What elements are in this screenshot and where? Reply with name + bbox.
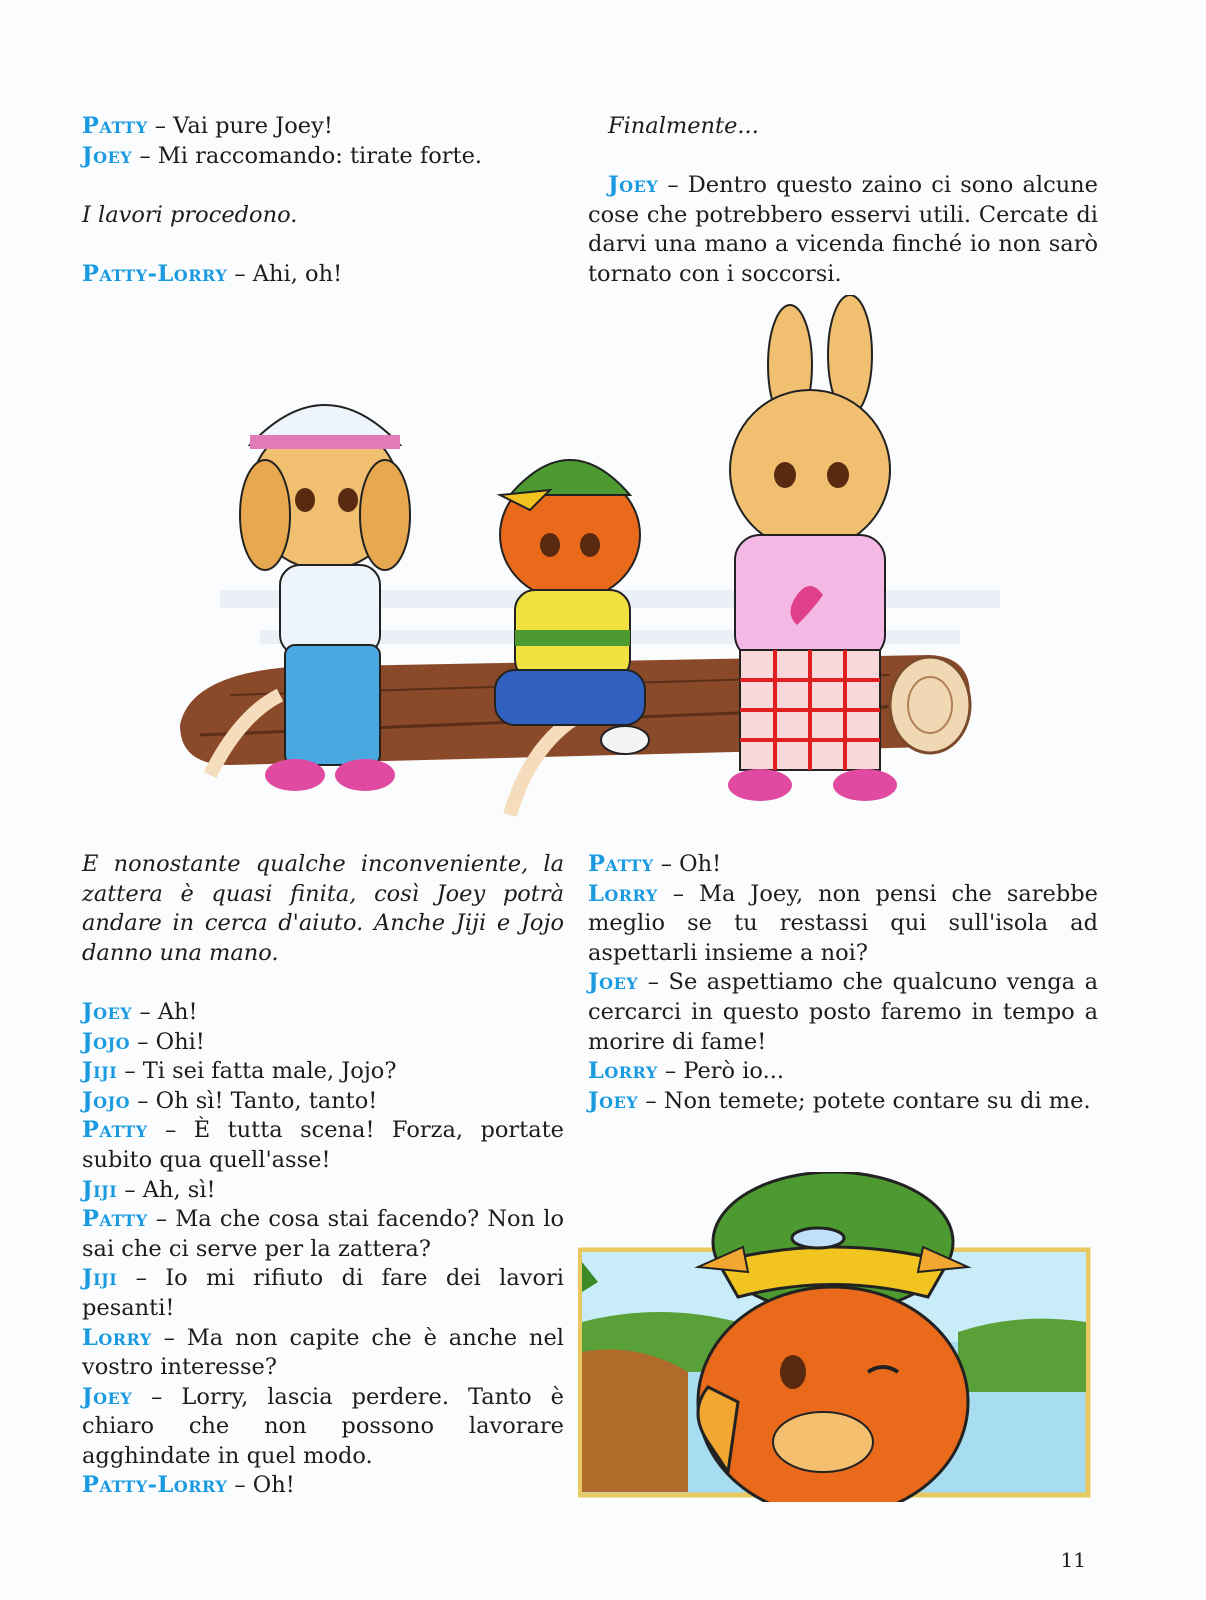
speaker-name: Jojo — [82, 1028, 131, 1055]
dialogue-text: – Oh! — [227, 1472, 295, 1499]
dialogue-line — [82, 1205, 564, 1264]
dialogue-line — [82, 1028, 564, 1058]
joey-winking-illustration — [578, 1172, 1098, 1502]
speaker-name: Patty-Lorry — [82, 260, 228, 287]
speaker-name: Jiji — [82, 1176, 118, 1203]
speaker-name: Lorry — [588, 880, 658, 907]
dialogue-line — [82, 1176, 564, 1206]
speaker-name: Joey — [588, 969, 639, 996]
dialogue-text: – Ti sei fatta male, Jojo? — [117, 1058, 397, 1085]
dialogue-line — [588, 968, 1098, 1057]
narration: E nonostante qualche inconveniente, la zattera è quasi finita, così Joey potrà andare in cerca d'aiuto. Anche Jiji e Jojo danno una mano. — [82, 851, 564, 966]
speaker-name: Patty — [588, 851, 654, 877]
speaker-name: Joey — [588, 1087, 639, 1114]
dialogue-text: – Ahi, oh! — [227, 260, 343, 287]
page-number: 11 — [1060, 1548, 1086, 1572]
dialogue-line — [82, 1324, 564, 1383]
dialogue-text: – Oh sì! Tanto, tanto! — [130, 1087, 378, 1114]
speaker-name: Joey — [82, 998, 133, 1025]
dialogue-text: – Vai pure Joey! — [147, 113, 333, 139]
dialogue-text: – Ah, sì! — [117, 1176, 216, 1203]
dialogue-line — [82, 1383, 564, 1472]
dialogue-text: – Ah! — [132, 998, 198, 1025]
right-bottom-column — [588, 850, 1098, 1116]
dialogue-text: – Ohi! — [130, 1028, 205, 1055]
dialogue-text: – Io mi rifiuto di fare dei lavori pesanti! — [82, 1265, 564, 1321]
dialogue-line — [82, 1057, 564, 1087]
speaker-name: Joey — [608, 172, 659, 199]
speaker-name: Patty — [82, 1206, 148, 1233]
speaker-name: Jojo — [82, 1087, 131, 1114]
dialogue-line — [588, 1087, 1098, 1117]
dialogue-text: – Ma che cosa stai facendo? Non lo sai che ci serve per la zattera? — [82, 1206, 564, 1262]
speaker-name: Patty-Lorry — [82, 1472, 228, 1499]
dialogue-text: – Lorry, lascia perdere. Tanto è chiaro che non possono lavorare agghindate in quel modo. — [82, 1383, 564, 1469]
speaker-name: Joey — [82, 1383, 133, 1410]
dialogue-text: – Ma non capite che è anche nel vostro interesse? — [82, 1324, 564, 1381]
speaker-name: Lorry — [82, 1324, 152, 1351]
joey-character — [495, 460, 649, 754]
left-top-column — [82, 112, 562, 290]
dialogue-line — [82, 1116, 564, 1175]
dialogue-text: – Non temete; potete contare su di me. — [638, 1087, 1091, 1114]
right-top-column — [588, 112, 1098, 290]
dialogue-text: – Se aspettiamo che qualcuno venga a cercarci in questo posto faremo in tempo a morire di fame! — [588, 969, 1098, 1055]
speaker-name: Patty — [82, 1117, 148, 1144]
raft-characters-illustration — [170, 295, 990, 825]
dialogue-line — [82, 998, 564, 1028]
dialogue-line — [82, 112, 562, 142]
speaker-name: Joey — [82, 142, 133, 169]
dialogue-line — [588, 850, 1098, 880]
lorry-character — [728, 295, 897, 801]
narration: I lavori procedono. — [82, 201, 298, 228]
dialogue-line — [82, 1471, 564, 1501]
dialogue-line — [82, 260, 562, 290]
dialogue-line — [588, 171, 1098, 289]
dialogue-text: – Ma Joey, non pensi che sarebbe meglio se tu restassi qui sull'isola ad aspettarli insieme a noi? — [588, 880, 1098, 966]
left-bottom-column — [82, 850, 564, 1501]
dialogue-line — [82, 1264, 564, 1323]
dialogue-text: – È tutta scena! Forza, portate subito qua quell'asse! — [82, 1117, 564, 1173]
speaker-name: Jiji — [82, 1058, 118, 1085]
speaker-name: Lorry — [588, 1058, 658, 1085]
dialogue-line — [588, 1057, 1098, 1087]
dialogue-line — [82, 1087, 564, 1117]
dialogue-line — [82, 142, 562, 172]
narration: Finalmente... — [608, 113, 759, 139]
dialogue-text: – Mi raccomando: tirate forte. — [132, 142, 483, 169]
speaker-name: Jiji — [82, 1265, 118, 1292]
dialogue-text: – Però io... — [657, 1058, 785, 1085]
speaker-name: Patty — [82, 113, 148, 139]
dialogue-line — [588, 880, 1098, 969]
dialogue-text: – Dentro questo zaino ci sono alcune cose che potrebbero esservi utili. Cercate di darvi una mano a vicenda finché io non sarò tornato con i soccorsi. — [588, 172, 1098, 287]
dialogue-text: – Oh! — [653, 851, 722, 877]
